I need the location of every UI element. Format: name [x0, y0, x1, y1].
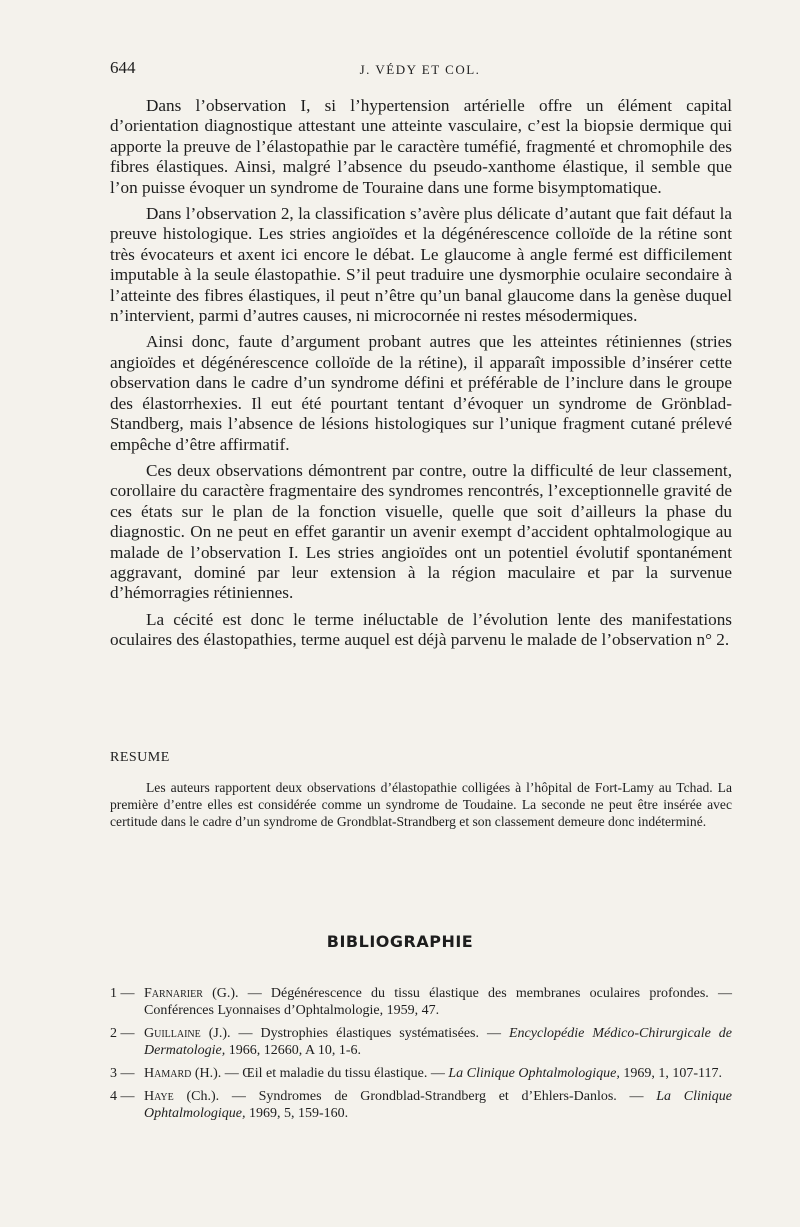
reference-number: 3 —: [110, 1066, 135, 1081]
paragraph: Dans l’observation 2, la classification s’avère plus délicate d’autant que fait défaut la preuve histologique. Les stries angioïdes et la dégénérescence colloïde de la rétine sont très évocateurs et axent ici encore le débat. Le glaucome à angle fermé est difficilement imputable à la seule élastopathie. S’il peut traduire une dysmorphie oculaire secondaire à l’atteinte des fibres élastiques, il peut n’être qu’un banal glaucome dans la genèse duquel n’intervient, parmi d’autres causes, ni microcornée ni restes mésodermiques.: [110, 204, 732, 326]
reference-item: [110, 985, 732, 1019]
reference-text: [144, 1025, 732, 1059]
reference-item: [110, 1025, 732, 1059]
reference-author: Guillaine: [144, 1026, 201, 1041]
page-number: 644: [110, 58, 136, 77]
reference-item: [110, 1065, 732, 1082]
reference-source: La Clinique Ophtalmologique,: [144, 1089, 732, 1121]
reference-item: [110, 1088, 732, 1122]
reference-text: [144, 1065, 732, 1082]
reference-source: Encyclopédie Médico-Chirurgicale de Dermatologie,: [144, 1026, 732, 1058]
reference-number: 2 —: [110, 1026, 135, 1041]
resume-text: Les auteurs rapportent deux observations d’élastopathie colligées à l’hôpital de Fort-Lamy au Tchad. La première d’entre elles est considérée comme un syndrome de Toudaine. La seconde ne peut être insérée avec certitude dans le cadre d’un syndrome de Grondblat-Strandberg et son classement demeure donc indéterminé.: [110, 780, 732, 829]
reference-author: Haye: [144, 1089, 174, 1104]
reference-list: [110, 985, 732, 1128]
reference-detail: (J.). — Dystrophies élastiques systématisées. —: [200, 1026, 509, 1041]
reference-author: Hamard: [144, 1066, 192, 1081]
bibliography-heading: BIBLIOGRAPHIE: [326, 932, 474, 951]
reference-number: 4 —: [110, 1089, 135, 1104]
resume-heading: RESUME: [110, 750, 170, 765]
paragraph: Dans l’observation I, si l’hypertension artérielle offre un élément capital d’orientation diagnostique attestant une atteinte vasculaire, c’est la biopsie dermique qui apporte la preuve de l’élastopathie par le caractère tuméfié, fragmenté et chromophile des fibres élastiques. Ainsi, malgré l’absence du pseudo-xanthome élastique, il semble que l’on puisse évoquer un syndrome de Touraine dans une forme bisymptomatique.: [110, 96, 732, 197]
paragraph: La cécité est donc le terme inéluctable de l’évolution lente des manifestations oculaires des élastopathies, terme auquel est déjà parvenu le malade de l’observation n° 2.: [110, 609, 732, 650]
reference-number: 1 —: [110, 986, 135, 1001]
reference-text: [144, 985, 732, 1019]
reference-text: [144, 1088, 732, 1122]
reference-author: Farnarier: [144, 986, 203, 1001]
paragraph: Ces deux observations démontrent par contre, outre la difficulté de leur classement, corollaire du caractère fragmentaire des syndromes rencontrés, l’exceptionnelle gravité de ces états sur le plan de la fonction visuelle, quelle que soit d’ailleurs la phase du diagnostic. On ne peut en effet garantir un avenir exempt d’accident ophtalmologique au malade de l’observation I. Les stries angioïdes ont un potentiel évolutif spontanément aggravant, dominé par leur extension à la région maculaire et par la survenue d’hémorragies rétiniennes.: [110, 460, 732, 603]
reference-detail: (Ch.). — Syndromes de Grondblad-Strandberg et d’Ehlers-Danlos. —: [173, 1089, 657, 1104]
reference-pages: 1969, 5, 159-160.: [245, 1106, 349, 1121]
reference-pages: 1966, 12660, A 10, 1-6.: [225, 1043, 361, 1058]
reference-pages: 1969, 1, 107-117.: [619, 1066, 723, 1081]
running-title: J. VÉDY ET COL.: [359, 62, 481, 77]
paragraph: Ainsi donc, faute d’argument probant autres que les atteintes rétiniennes (stries angioïdes et dégénérescence colloïde de la rétine), il apparaît impossible d’insérer cette observation dans le cadre d’un syndrome défini et préférable de l’inclure dans le groupe des élastorrhexies. Il eut été pourtant tentant d’évoquer un syndrome de Grönblad-Standberg, mais l’absence de lésions histologiques sur l’unique fragment cutané prélevé empêche d’être affirmatif.: [110, 332, 732, 454]
reference-detail: (G.). — Dégénérescence du tissu élastique des membranes oculaires profondes. — Conférences Lyonnaises d’Ophtalmologie, 1959, 47.: [144, 986, 732, 1018]
body-text: [110, 96, 732, 657]
reference-source: La Clinique Ophtalmologique,: [448, 1066, 620, 1081]
running-header: [110, 58, 730, 82]
reference-detail: (H.). — Œil et maladie du tissu élastique. —: [191, 1066, 449, 1081]
